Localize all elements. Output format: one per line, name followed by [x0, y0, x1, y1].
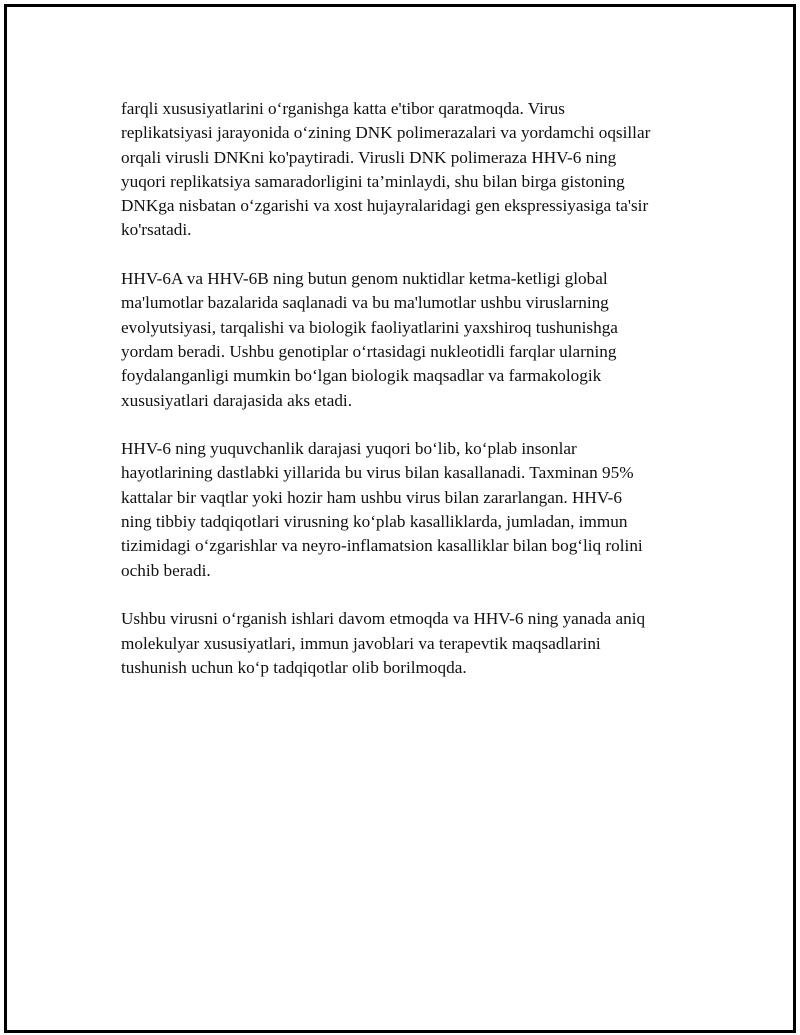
- text-line: orqali virusli DNKni ko'paytiradi. Virusli DNK polimeraza HHV-6 ning: [121, 147, 617, 167]
- text-line: tushunish uchun ko‘p tadqiqotlar olib borilmoqda.: [121, 657, 467, 677]
- text-line: evolyutsiyasi, tarqalishi va biologik faoliyatlarini yaxshiroq tushunishga: [121, 317, 618, 337]
- text-line: HHV-6 ning yuquvchanlik darajasi yuqori bo‘lib, ko‘plab insonlar: [121, 439, 577, 459]
- text-line: ochib beradi.: [121, 560, 211, 580]
- paragraph-1: [121, 97, 701, 243]
- paragraph-3: [121, 437, 701, 583]
- text-line: DNKga nisbatan o‘zgarishi va xost hujayralaridagi gen ekspressiyasiga ta'sir: [121, 196, 649, 216]
- text-line: Ushbu virusni o‘rganish ishlari davom etmoqda va HHV-6 ning yanada aniq: [121, 609, 646, 629]
- text-line: replikatsiyasi jarayonida o‘zining DNK polimerazalari va yordamchi oqsillar: [121, 123, 651, 143]
- text-line: ma'lumotlar bazalarida saqlanadi va bu ma'lumotlar ushbu viruslarning: [121, 293, 609, 313]
- document-page: [4, 4, 796, 1033]
- document-body: [121, 97, 701, 704]
- text-line: xususiyatlari darajasida aks etadi.: [121, 390, 352, 410]
- text-line: molekulyar xususiyatlari, immun javoblari va terapevtik maqsadlarini: [121, 633, 601, 653]
- paragraph-4: [121, 607, 701, 680]
- text-line: hayotlarining dastlabki yillarida bu virus bilan kasallanadi. Taxminan 95%: [121, 463, 634, 483]
- text-line: foydalanganligi mumkin bo‘lgan biologik maqsadlar va farmakologik: [121, 366, 602, 386]
- text-line: ning tibbiy tadqiqotlari virusning ko‘plab kasalliklarda, jumladan, immun: [121, 512, 628, 532]
- text-line: yuqori replikatsiya samaradorligini ta’minlaydi, shu bilan birga gistoning: [121, 171, 625, 191]
- text-line: ko'rsatadi.: [121, 220, 192, 240]
- text-line: HHV-6A va HHV-6B ning butun genom nuktidlar ketma-ketligi global: [121, 269, 608, 289]
- text-line: kattalar bir vaqtlar yoki hozir ham ushbu virus bilan zararlangan. HHV-6: [121, 487, 622, 507]
- paragraph-2: [121, 267, 701, 413]
- text-line: farqli xususiyatlarini o‘rganishga katta e'tibor qaratmoqda. Virus: [121, 99, 565, 118]
- text-line: yordam beradi. Ushbu genotiplar o‘rtasidagi nukleotidli farqlar ularning: [121, 341, 617, 361]
- text-line: tizimidagi o‘zgarishlar va neyro-inflamatsion kasalliklar bilan bog‘liq rolini: [121, 536, 643, 556]
